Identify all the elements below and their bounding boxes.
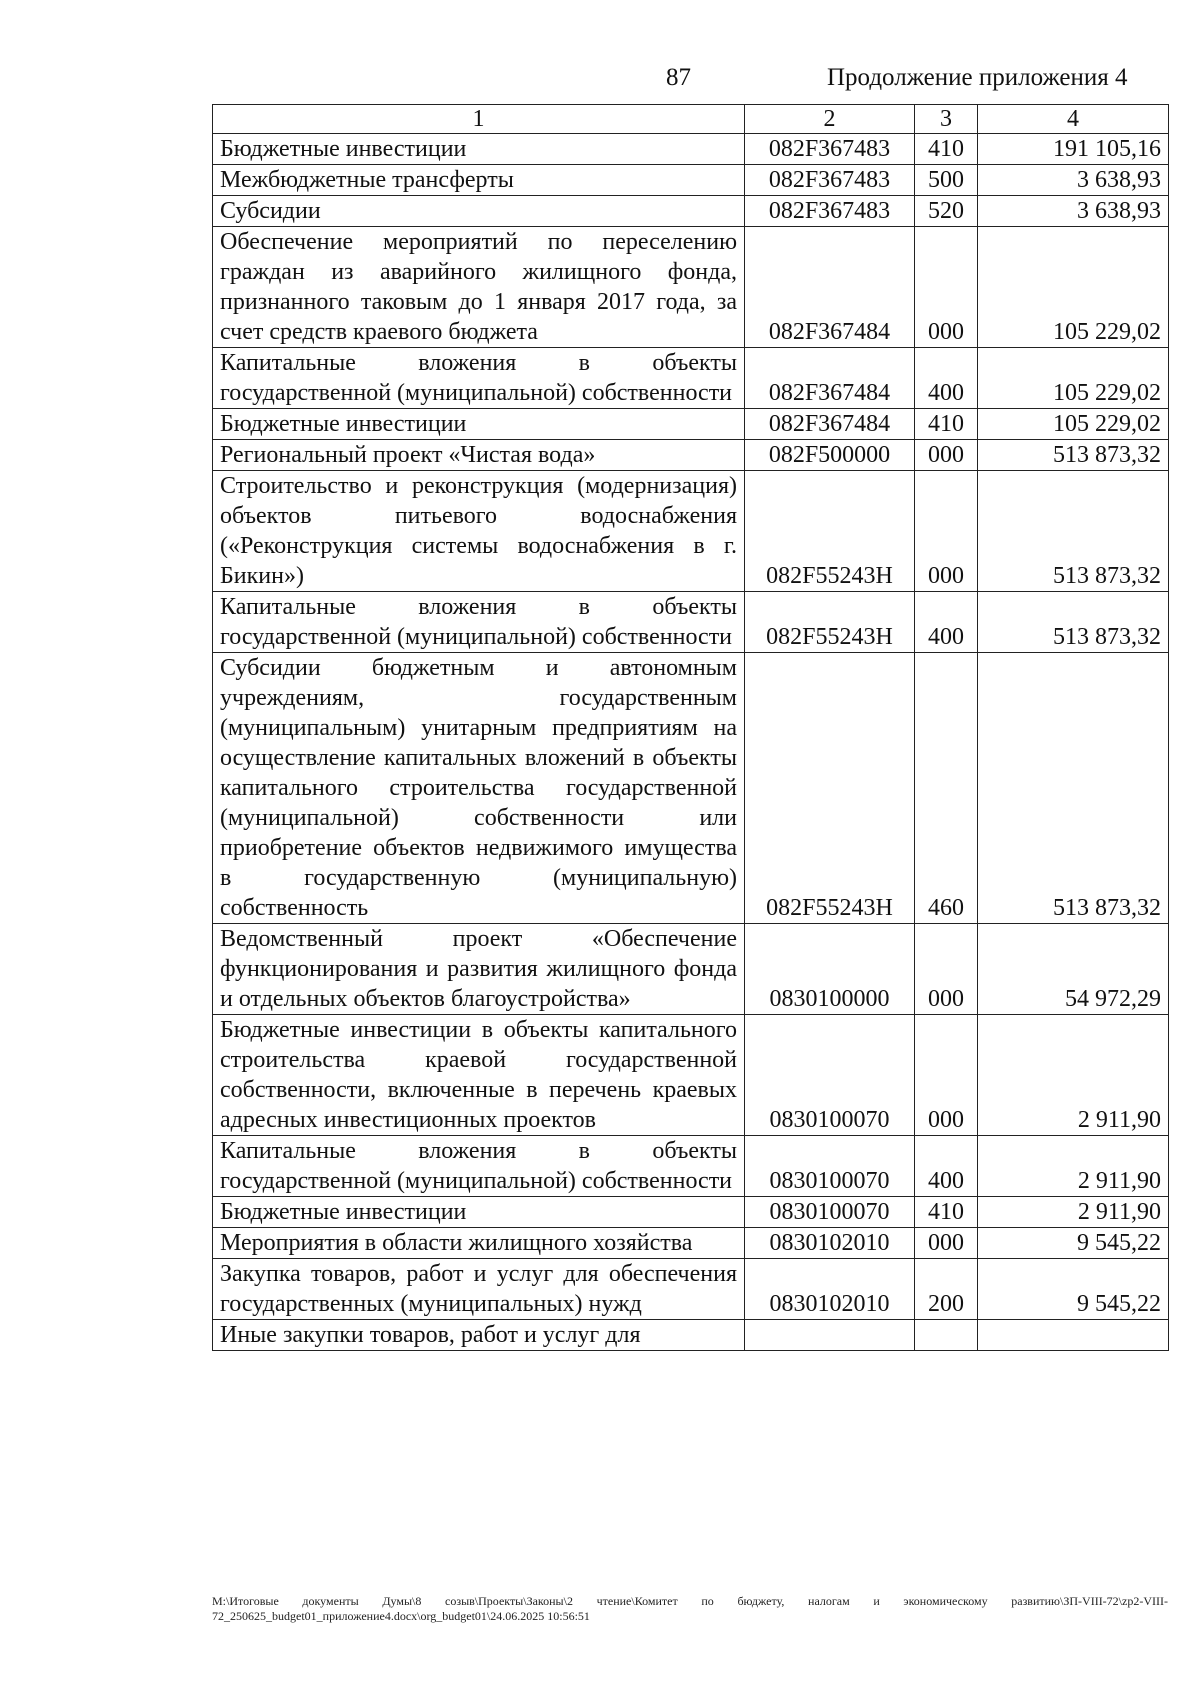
row-name-cell: Бюджетные инвестиции <box>213 1197 745 1228</box>
row-category-cell: 400 <box>915 592 978 653</box>
row-name-cell: Капитальные вложения в объекты государственной (муниципальной) собственности <box>213 348 745 409</box>
row-name-cell: Региональный проект «Чистая вода» <box>213 440 745 471</box>
row-name-cell: Строительство и реконструкция (модернизация) объектов питьевого водоснабжения («Реконструкция системы водоснабжения в г. Бикин») <box>213 471 745 592</box>
row-category-cell: 000 <box>915 227 978 348</box>
table-row <box>213 1197 1169 1228</box>
table-row <box>213 1136 1169 1197</box>
budget-table <box>212 104 1169 1351</box>
row-name-cell: Закупка товаров, работ и услуг для обеспечения государственных (муниципальных) нужд <box>213 1259 745 1320</box>
row-category-cell: 500 <box>915 165 978 196</box>
table-row <box>213 196 1169 227</box>
row-code-cell: 0830100000 <box>745 924 915 1015</box>
row-name-cell: Межбюджетные трансферты <box>213 165 745 196</box>
table-row <box>213 227 1169 348</box>
row-code-cell: 082F55243H <box>745 592 915 653</box>
row-category-cell: 000 <box>915 440 978 471</box>
row-code-cell: 082F367483 <box>745 196 915 227</box>
row-amount-cell: 2 911,90 <box>978 1197 1169 1228</box>
row-code-cell: 0830102010 <box>745 1259 915 1320</box>
row-category-cell: 000 <box>915 471 978 592</box>
row-amount-cell: 3 638,93 <box>978 196 1169 227</box>
row-amount-cell: 513 873,32 <box>978 592 1169 653</box>
table-row <box>213 1259 1169 1320</box>
page-number: 87 <box>666 64 691 91</box>
table-body <box>213 134 1169 1351</box>
column-header: 1 <box>213 105 745 134</box>
row-category-cell: 460 <box>915 653 978 924</box>
row-amount-cell <box>978 1320 1169 1351</box>
column-header: 4 <box>978 105 1169 134</box>
row-code-cell <box>745 1320 915 1351</box>
row-name-cell: Субсидии бюджетным и автономным учреждениям, государственным (муниципальным) унитарным предприятиям на осуществление капитальных вложений в объекты капитального строительства государственной (муниципальной) собственности или приобретение объектов недвижимого имущества в государственную (муниципальную) собственность <box>213 653 745 924</box>
table-row <box>213 134 1169 165</box>
row-name-cell: Субсидии <box>213 196 745 227</box>
row-code-cell: 082F367484 <box>745 227 915 348</box>
table-row <box>213 409 1169 440</box>
row-amount-cell: 105 229,02 <box>978 227 1169 348</box>
table-row <box>213 1015 1169 1136</box>
appendix-label: Продолжение приложения 4 <box>827 64 1128 91</box>
row-amount-cell: 9 545,22 <box>978 1259 1169 1320</box>
row-category-cell: 410 <box>915 409 978 440</box>
row-amount-cell: 105 229,02 <box>978 409 1169 440</box>
row-code-cell: 0830100070 <box>745 1197 915 1228</box>
row-name-cell: Обеспечение мероприятий по переселению граждан из аварийного жилищного фонда, признанного таковым до 1 января 2017 года, за счет средств краевого бюджета <box>213 227 745 348</box>
row-category-cell: 400 <box>915 1136 978 1197</box>
row-category-cell: 000 <box>915 1015 978 1136</box>
row-amount-cell: 513 873,32 <box>978 471 1169 592</box>
table-row <box>213 348 1169 409</box>
table-row <box>213 592 1169 653</box>
row-amount-cell: 3 638,93 <box>978 165 1169 196</box>
row-code-cell: 082F367484 <box>745 409 915 440</box>
table-row <box>213 440 1169 471</box>
row-name-cell: Бюджетные инвестиции <box>213 409 745 440</box>
row-name-cell: Иные закупки товаров, работ и услуг для <box>213 1320 745 1351</box>
row-code-cell: 082F500000 <box>745 440 915 471</box>
document-path-footer: M:\Итоговые документы Думы\8 созыв\Проекты\Законы\2 чтение\Комитет по бюджету, налогам и экономическому развитию\ЗП-VIII-72\zp2-VIII-72_250625_budget01_приложение4.docx\org_budget01\24.06.2025 10:56:51 <box>212 1594 1168 1623</box>
row-name-cell: Мероприятия в области жилищного хозяйства <box>213 1228 745 1259</box>
row-name-cell: Капитальные вложения в объекты государственной (муниципальной) собственности <box>213 592 745 653</box>
row-amount-cell: 2 911,90 <box>978 1136 1169 1197</box>
table-header-row <box>213 105 1169 134</box>
row-name-cell: Бюджетные инвестиции в объекты капитального строительства краевой государственной собственности, включенные в перечень краевых адресных инвестиционных проектов <box>213 1015 745 1136</box>
row-code-cell: 082F55243H <box>745 653 915 924</box>
row-amount-cell: 105 229,02 <box>978 348 1169 409</box>
row-category-cell <box>915 1320 978 1351</box>
row-name-cell: Бюджетные инвестиции <box>213 134 745 165</box>
row-code-cell: 082F367483 <box>745 134 915 165</box>
row-amount-cell: 54 972,29 <box>978 924 1169 1015</box>
row-amount-cell: 2 911,90 <box>978 1015 1169 1136</box>
table-row <box>213 1228 1169 1259</box>
row-amount-cell: 513 873,32 <box>978 440 1169 471</box>
table-row <box>213 924 1169 1015</box>
row-category-cell: 410 <box>915 1197 978 1228</box>
row-name-cell: Капитальные вложения в объекты государственной (муниципальной) собственности <box>213 1136 745 1197</box>
row-code-cell: 0830100070 <box>745 1015 915 1136</box>
row-amount-cell: 191 105,16 <box>978 134 1169 165</box>
row-amount-cell: 9 545,22 <box>978 1228 1169 1259</box>
row-name-cell: Ведомственный проект «Обеспечение функционирования и развития жилищного фонда и отдельных объектов благоустройства» <box>213 924 745 1015</box>
table-row <box>213 1320 1169 1351</box>
row-category-cell: 000 <box>915 924 978 1015</box>
row-category-cell: 520 <box>915 196 978 227</box>
row-code-cell: 082F55243H <box>745 471 915 592</box>
table-row <box>213 471 1169 592</box>
table-row <box>213 165 1169 196</box>
row-category-cell: 400 <box>915 348 978 409</box>
row-code-cell: 082F367483 <box>745 165 915 196</box>
column-header: 3 <box>915 105 978 134</box>
row-category-cell: 410 <box>915 134 978 165</box>
table-row <box>213 653 1169 924</box>
column-header: 2 <box>745 105 915 134</box>
row-category-cell: 200 <box>915 1259 978 1320</box>
row-code-cell: 082F367484 <box>745 348 915 409</box>
row-amount-cell: 513 873,32 <box>978 653 1169 924</box>
row-code-cell: 0830100070 <box>745 1136 915 1197</box>
row-category-cell: 000 <box>915 1228 978 1259</box>
row-code-cell: 0830102010 <box>745 1228 915 1259</box>
